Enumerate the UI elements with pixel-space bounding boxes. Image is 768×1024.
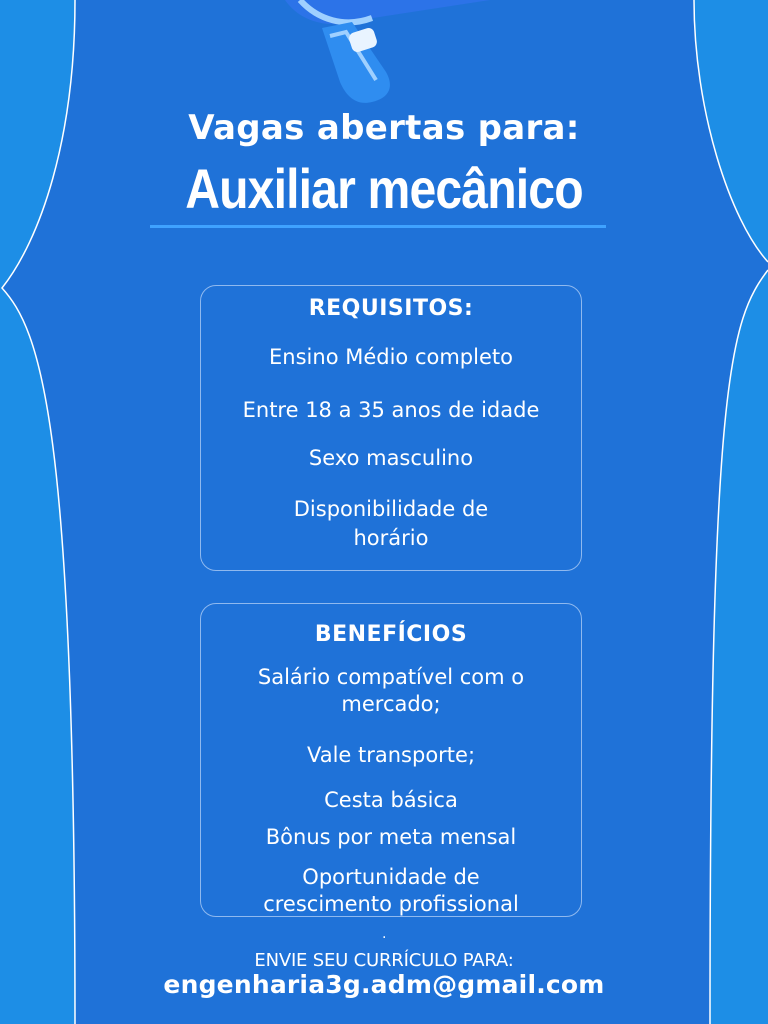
requirements-title: REQUISITOS:: [308, 296, 474, 321]
requirements-box: [200, 285, 582, 571]
separator-dot: .: [382, 926, 387, 942]
job-title-headline: Auxiliar mecânico: [185, 157, 583, 220]
requirement-item: Sexo masculino: [308, 446, 474, 470]
benefit-item: Bônus por meta mensal: [265, 825, 517, 849]
benefit-item: Oportunidade de: [302, 865, 480, 889]
benefit-item: mercado;: [341, 692, 441, 716]
headline-line-1: Vagas abertas para:: [188, 108, 580, 148]
requirement-item: horário: [353, 526, 429, 550]
requirement-item: Entre 18 a 35 anos de idade: [242, 398, 540, 422]
benefit-item: Salário compatível com o: [257, 665, 525, 689]
benefits-title: BENEFÍCIOS: [314, 622, 468, 647]
requirement-item: Ensino Médio completo: [269, 345, 513, 369]
requirement-item: Disponibilidade de: [293, 497, 489, 521]
benefit-item: crescimento profissional: [263, 892, 519, 916]
headline-underline: [150, 225, 606, 228]
cta-label: ENVIE SEU CURRÍCULO PARA:: [254, 950, 514, 971]
contact-email-link[interactable]: engenharia3g.adm@gmail.com: [163, 970, 605, 999]
benefit-item: Cesta básica: [324, 788, 458, 812]
benefits-box: [200, 603, 582, 917]
benefit-item: Vale transporte;: [306, 743, 476, 767]
